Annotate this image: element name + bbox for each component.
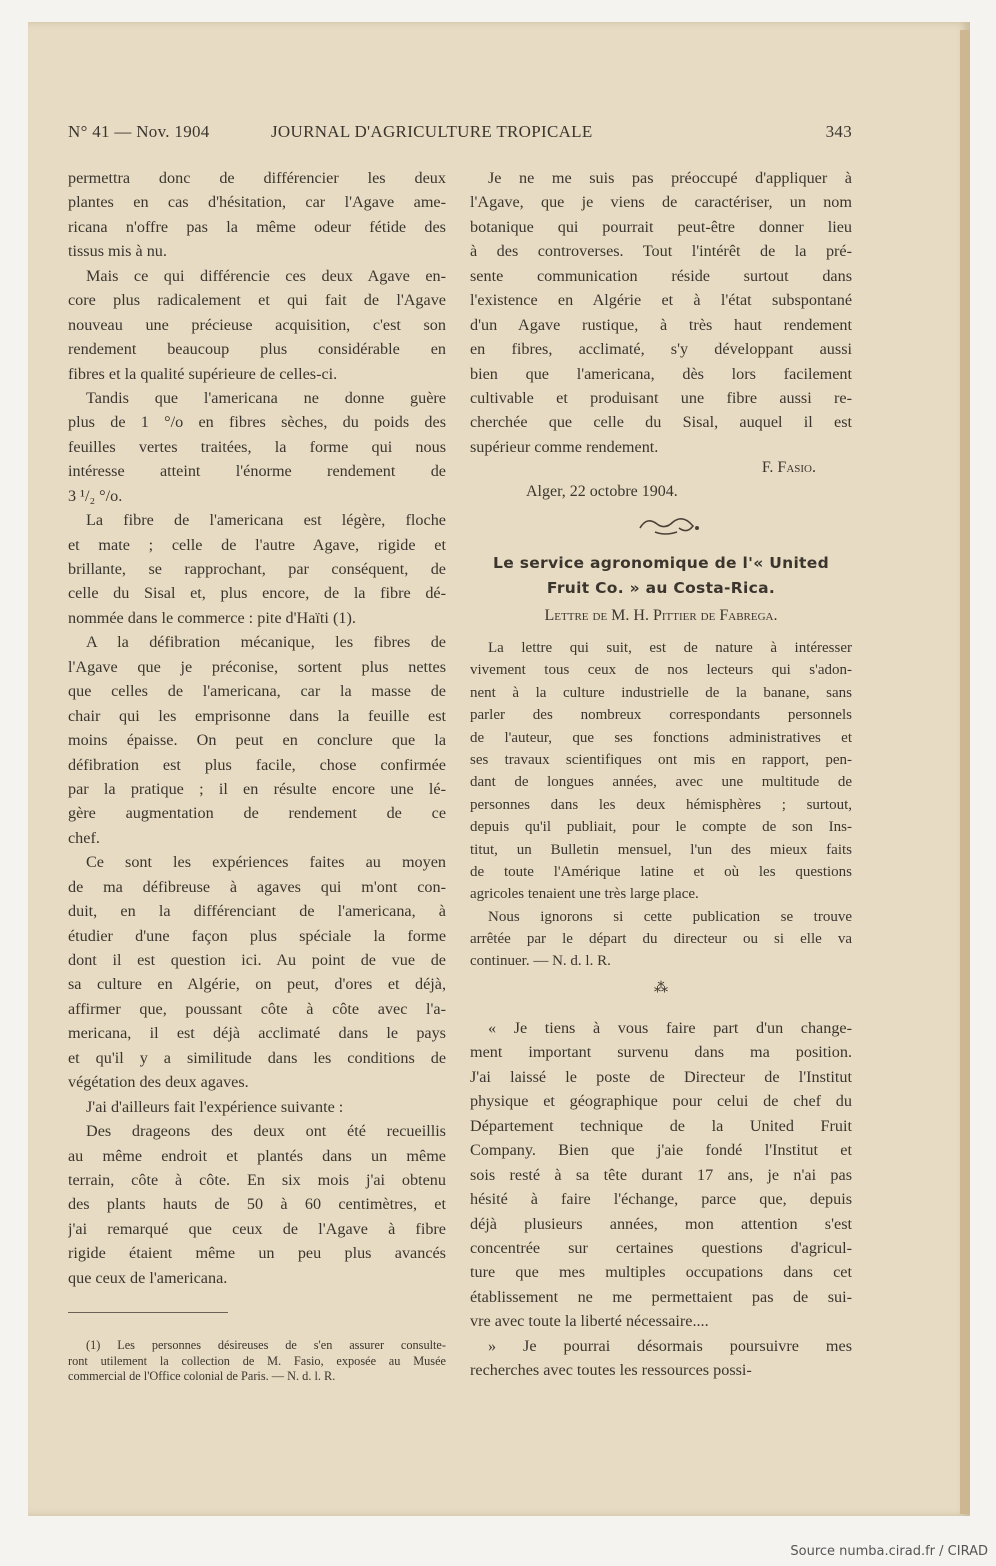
signature-text: F. Fasio. [761,459,816,476]
page-number: 343 [825,122,852,141]
text-line: établissement ne me permettaient pas de sui- [470,1287,852,1306]
text-line: que ceux de l'americana. [68,1268,228,1287]
text-line: de l'auteur, que ses fonctions administratives et [470,729,852,746]
text-line: dant de longues années, avec une multitude de [470,774,852,791]
text-line: dont il est question ici. Au point de vue de [68,951,446,969]
text-line: j'ai remarqué que ceux de l'Agave à fibre [68,1219,446,1238]
text-line: Tandis que l'americana ne donne guère [86,388,446,407]
text-line: plantes en cas d'hésitation, car l'Agave ame- [68,193,446,212]
text-line: gère augmentation de rendement de ce [68,804,446,823]
text-line: à des controverses. Tout l'intérêt de la pré- [470,242,852,261]
text-line: arrêtée par le départ du directeur ou si elle va [470,931,852,948]
footnote-rule [68,1312,228,1313]
article-subtitle: Lettre de M. H. Pittier de Fabrega. [544,607,778,624]
text-line: Je ne me suis pas préoccupé d'appliquer à [488,169,852,187]
footnote-line: (1) Les personnes désireuses de s'en assurer consulte- [86,1338,446,1352]
text-line: en fibres, acclimaté, s'y développant aussi [470,340,852,359]
text-line: hésité à faire l'échange, parce que, depuis [470,1190,852,1209]
text-line: défibration est plus facile, chose confirmée [68,755,446,774]
text-line: parler des nombreux correspondants personnels [470,707,852,724]
text-line: duit, en la différenciant de l'americana, à [68,902,446,921]
text-line: supérieur comme rendement. [470,437,659,456]
text-line: » Je pourrai désormais poursuivre mes [488,1336,852,1355]
text-line: par la pratique ; il en résulte encore une lé- [68,779,446,798]
text-line: « Je tiens à vous faire part d'un change- [488,1019,852,1037]
text-line: tissus mis à nu. [68,242,167,261]
text-line: core plus radicalement et qui fait de l'Agave [68,291,446,310]
text-line: affirmer que, poussant côte à côte avec l'a- [68,999,446,1018]
text-line: ses travaux scientifiques ont mis en rapport, pen- [470,751,852,768]
text-line: que celles de l'americana, car la masse de [68,682,446,701]
footnote-line: commercial de l'Office colonial de Paris. — N. d. l. R. [68,1369,336,1383]
issue-number: N° 41 — Nov. 1904 [68,122,210,141]
text-line: agricoles tenaient une très large place. [470,886,699,903]
text-line: physique et géographique pour celui de chef du [470,1092,852,1111]
text-line: brillante, se rapprochant, par conséquent, de [68,560,446,578]
text-line: J'ai laissé le poste de Directeur de l'Institut [470,1067,852,1086]
text-line: La fibre de l'americana est légère, floche [86,511,446,530]
text-line: ture que mes multiples occupations dans cet [470,1263,852,1282]
text-line: 3 ¹/₂ °/o. [68,486,123,505]
text-line: cherchée que celle du Sisal, auquel il est [470,413,852,432]
text-line: végétation des deux agaves. [68,1073,249,1092]
text-line: cultivable et produisant une fibre aussi re- [470,388,852,407]
page-edge [960,30,970,1514]
text-line: de ma défibreuse à agaves qui m'ont con- [68,877,446,896]
text-line: continuer. — N. d. l. R. [470,953,611,970]
letter-text [470,1016,852,1383]
left-column [68,166,446,1290]
text-line: mericana, il est déjà acclimaté dans le pays [68,1024,446,1043]
text-line: celle du Sisal et, plus encore, de la fibre dé- [68,584,446,603]
text-line: botanique qui pourrait peut-être donner lieu [470,217,852,236]
text-line: nouveau une précieuse acquisition, c'est son [68,315,446,334]
text-line: nommée dans le commerce : pite d'Haïti (1). [68,608,356,627]
text-line: Company. Bien que j'aie fondé l'Institut et [470,1141,852,1160]
text-line: bien que l'americana, dès lors facilement [470,364,852,383]
text-line: étudier d'une façon plus spéciale la forme [68,926,446,945]
ornament-icon [635,514,705,538]
article-title [470,551,852,601]
article-title-line: Fruit Co. » au Costa-Rica. [546,579,776,597]
source-credit: Source numba.cirad.fr / CIRAD [790,1544,988,1559]
running-header [68,122,852,146]
article-title-line: Le service agronomique de l'« United [493,554,829,572]
text-line: plus de 1 °/o en fibres sèches, du poids des [68,413,446,432]
text-line: personnes dans les deux hémisphères ; surtout, [470,796,852,813]
text-line: A la défibration mécanique, les fibres de [86,633,446,652]
text-line: J'ai d'ailleurs fait l'expérience suivante : [86,1097,344,1116]
text-line: feuilles vertes traitées, la forme qui nous [68,437,446,456]
text-line: nent à la culture industrielle de la banane, sans [470,684,852,701]
text-line: concentrée sur certaines questions d'agricul- [470,1238,852,1257]
journal-title: JOURNAL D'AGRICULTURE TROPICALE [271,122,593,141]
text-line: sa culture en Algérie, on peut, d'ores et déjà, [68,975,446,994]
text-line: et qu'il y a similitude dans les conditions de [68,1048,446,1067]
text-line: rendement beaucoup plus considérable en [68,340,446,359]
text-line: fibres et la qualité supérieure de celles-ci. [68,364,338,383]
text-line: moins épaisse. On peut en conclure que la [68,731,446,750]
text-line: vivement tous ceux de nos lecteurs qui s'adon- [470,662,852,679]
text-line: Mais ce qui différencie ces deux Agave en- [86,266,446,285]
text-line: des plants hauts de 50 à 60 centimètres, et [68,1195,446,1214]
text-line: chair qui les emprisonne dans la feuille est [68,706,446,725]
text-line: sois resté à sa tête durant 17 ans, je n'ai pas [470,1165,852,1184]
text-line: Ce sont les expériences faites au moyen [86,853,446,872]
dateline: Alger, 22 octobre 1904. [526,483,678,500]
text-line: l'existence en Algérie et à l'état subspontané [470,291,852,310]
text-line: et mate ; celle de l'autre Agave, rigide et [68,535,446,554]
text-line: permettra donc de différencier les deux [68,169,446,187]
text-line: l'Agave, que je viens de caractériser, un nom [470,193,852,212]
text-line: déjà plusieurs années, mon attention s'est [470,1214,852,1233]
asterism: ⁂ [654,981,668,996]
footnote [68,1338,446,1385]
text-line: rigide étaient même un peu plus avancés [68,1244,446,1263]
text-line: chef. [68,828,100,847]
text-line: d'un Agave rustique, à très haut rendement [470,315,852,334]
text-line: titut, un Bulletin mensuel, l'un des mieux faits [470,841,852,858]
text-line: au même endroit et plantés dans un même [68,1146,446,1165]
text-line: depuis qu'il publiait, pour le compte de son Ins- [470,819,852,836]
signature [470,459,816,477]
text-line: sente communication réside surtout dans [470,266,852,285]
text-line: ricana n'offre pas la même odeur fétide des [68,217,446,236]
text-line: La lettre qui suit, est de nature à intéresser [488,640,852,656]
text-line: vre avec toute la liberté nécessaire.... [470,1312,709,1331]
text-line: Des drageons des deux ont été recueillis [86,1122,446,1141]
text-line: Département technique de la United Fruit [470,1116,852,1135]
text-line: recherches avec toutes les ressources possi- [470,1361,752,1380]
footnote-line: ront utilement la collection de M. Fasio, exposée au Musée [68,1353,446,1368]
right-column-conclusion [470,166,852,459]
text-line: terrain, côte à côte. En six mois j'ai obtenu [68,1170,446,1189]
text-line: de toute l'Amérique latine et où les questions [470,863,852,880]
editor-intro [470,637,852,973]
text-line: Nous ignorons si cette publication se trouve [488,908,852,925]
text-line: ment important survenu dans ma position. [470,1043,852,1062]
text-line: l'Agave que je préconise, sortent plus nettes [68,657,446,676]
text-line: intéresse atteint l'énorme rendement de [68,462,446,481]
